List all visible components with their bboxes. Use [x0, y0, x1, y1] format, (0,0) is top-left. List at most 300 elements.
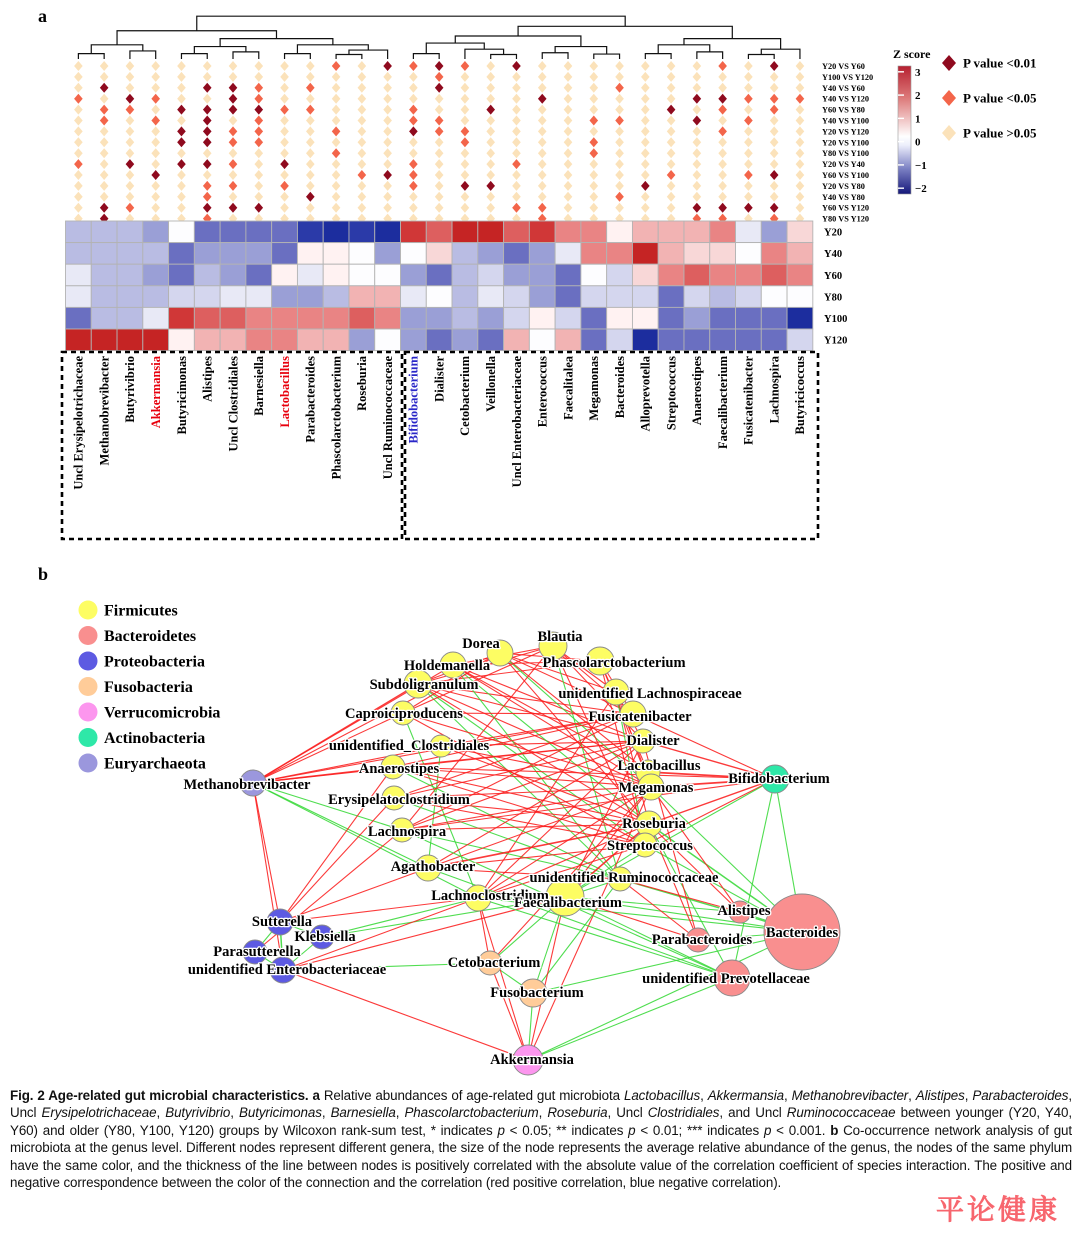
pvalue-diamond	[796, 105, 805, 115]
pvalue-diamond	[151, 105, 160, 115]
heatmap-cell	[658, 329, 684, 351]
watermark: 平论健康	[936, 1194, 1061, 1225]
heatmap-cell	[426, 329, 452, 351]
pvalue-diamond	[564, 203, 573, 213]
pvalue-diamond-grid	[74, 61, 804, 224]
pvalue-diamond	[744, 105, 753, 115]
heatmap-cell	[143, 307, 169, 329]
comparison-label: Y20 VS Y120	[822, 127, 870, 137]
heatmap-cell	[426, 307, 452, 329]
heatmap-row-label: Y80	[824, 292, 843, 304]
pvalue-diamond	[718, 181, 727, 191]
pvalue-diamond	[306, 116, 315, 126]
pvalue-diamond	[332, 61, 341, 71]
pvalue-diamond	[409, 203, 418, 213]
pvalue-diamond	[280, 181, 289, 191]
pvalue-diamond	[667, 83, 676, 93]
pvalue-diamond	[229, 72, 238, 82]
caption-run: Phascolarctobacterium	[404, 1105, 539, 1121]
pvalue-diamond	[589, 126, 598, 136]
pvalue-diamond	[744, 159, 753, 169]
heatmap-cell	[658, 286, 684, 308]
pvalue-diamond	[383, 137, 392, 147]
network-node-label: Methanobrevibacter	[183, 777, 311, 793]
pvalue-diamond	[254, 116, 263, 126]
pvalue-diamond	[332, 148, 341, 158]
pvalue-diamond	[641, 159, 650, 169]
caption-run: < 0.05; ** indicates	[504, 1122, 629, 1138]
heatmap-cell	[91, 307, 117, 329]
heatmap-row-label: Y40	[824, 249, 843, 261]
pvalue-diamond	[589, 159, 598, 169]
pvalue-diamond	[718, 61, 727, 71]
heatmap-cell	[684, 307, 710, 329]
caption-run: Clostridiales	[647, 1105, 720, 1121]
pvalue-diamond	[461, 203, 470, 213]
pvalue-diamond	[254, 170, 263, 180]
zscore-heatmap	[66, 221, 813, 351]
pvalue-diamond	[667, 192, 676, 202]
network-edge	[620, 879, 698, 940]
pvalue-diamond	[151, 83, 160, 93]
pvalue-diamond	[667, 170, 676, 180]
pvalue-diamond	[306, 170, 315, 180]
pvalue-diamond	[151, 94, 160, 104]
network-node-label: unidentified Enterobacteriaceae	[187, 962, 387, 978]
comparison-row-labels	[822, 62, 873, 224]
heatmap-cell	[787, 286, 813, 308]
heatmap-cell	[555, 329, 581, 351]
pvalue-diamond	[74, 126, 83, 136]
heatmap-cell	[117, 221, 143, 243]
pvalue-diamond	[409, 116, 418, 126]
heatmap-cell	[555, 307, 581, 329]
heatmap-cell	[761, 307, 787, 329]
heatmap-cell	[761, 243, 787, 265]
heatmap-cell	[658, 307, 684, 329]
heatmap-cell	[607, 264, 633, 286]
heatmap-cell	[194, 221, 220, 243]
heatmap-cell	[194, 286, 220, 308]
pvalue-diamond	[512, 192, 521, 202]
pvalue-diamond	[74, 94, 83, 104]
heatmap-cell	[581, 221, 607, 243]
network-node-label: Anaerostipes	[358, 761, 440, 777]
pvalue-diamond	[461, 94, 470, 104]
pvalue-diamond	[512, 61, 521, 71]
pvalue-diamond	[486, 105, 495, 115]
heatmap-cell	[555, 286, 581, 308]
heatmap-cell	[478, 264, 504, 286]
network-node-label: Phascolarctobacterium	[542, 655, 686, 671]
pvalue-diamond	[667, 94, 676, 104]
heatmap-cell	[710, 221, 736, 243]
pvalue-diamond	[512, 83, 521, 93]
heatmap-cell	[761, 329, 787, 351]
caption-run: p	[497, 1122, 505, 1138]
pvalue-legend-label: P value >0.05	[963, 125, 1037, 141]
pvalue-diamond	[718, 94, 727, 104]
pvalue-diamond	[615, 137, 624, 147]
pvalue-diamond	[332, 116, 341, 126]
dendrogram-branch	[117, 31, 276, 45]
caption-run: , Uncl	[10, 1088, 1072, 1121]
pvalue-diamond	[254, 83, 263, 93]
pvalue-diamond	[409, 72, 418, 82]
network-node-label: unidentified Lachnospiraceae	[558, 686, 742, 702]
heatmap-cell	[684, 264, 710, 286]
heatmap-cell	[349, 243, 375, 265]
pvalue-diamond	[667, 203, 676, 213]
heatmap-cell	[658, 243, 684, 265]
pvalue-diamond	[667, 159, 676, 169]
heatmap-cell	[710, 243, 736, 265]
pvalue-diamond	[667, 116, 676, 126]
pvalue-diamond	[770, 72, 779, 82]
pvalue-diamond	[744, 203, 753, 213]
heatmap-cell	[117, 329, 143, 351]
pvalue-diamond	[796, 126, 805, 136]
pvalue-diamond	[358, 170, 367, 180]
heatmap-cell	[426, 221, 452, 243]
pvalue-diamond	[641, 72, 650, 82]
heatmap-cell	[607, 243, 633, 265]
pvalue-diamond	[744, 126, 753, 136]
heatmap-cell	[375, 243, 401, 265]
pvalue-diamond	[126, 148, 135, 158]
heatmap-cell	[323, 221, 349, 243]
pvalue-diamond	[229, 137, 238, 147]
pvalue-diamond	[615, 105, 624, 115]
pvalue-diamond	[435, 181, 444, 191]
pvalue-diamond	[435, 61, 444, 71]
pvalue-diamond	[461, 116, 470, 126]
pvalue-diamond	[693, 192, 702, 202]
pvalue-diamond	[254, 192, 263, 202]
pvalue-diamond	[538, 94, 547, 104]
heatmap-cell	[220, 329, 246, 351]
network-edge	[393, 767, 775, 779]
pvalue-diamond	[693, 116, 702, 126]
zscore-tick-label: −2	[915, 183, 927, 196]
pvalue-diamond	[383, 72, 392, 82]
pvalue-diamond	[383, 148, 392, 158]
pvalue-diamond	[538, 181, 547, 191]
heatmap-cell	[658, 264, 684, 286]
pvalue-diamond	[796, 148, 805, 158]
heatmap-cell	[632, 221, 658, 243]
heatmap-cell	[246, 243, 272, 265]
pvalue-diamond	[177, 203, 186, 213]
phylum-legend-swatch	[79, 754, 98, 773]
heatmap-row-label: Y120	[824, 335, 848, 347]
heatmap-cell	[349, 221, 375, 243]
network-node-label: unidentified Ruminococcaceae	[529, 870, 719, 886]
heatmap-cell	[401, 243, 427, 265]
caption-run: Roseburia	[547, 1105, 608, 1121]
heatmap-cell	[349, 329, 375, 351]
heatmap-cell	[323, 329, 349, 351]
network-node-label: Parabacteroides	[651, 932, 753, 948]
pvalue-diamond	[718, 116, 727, 126]
pvalue-diamond	[667, 137, 676, 147]
pvalue-diamond	[74, 203, 83, 213]
heatmap-cell	[504, 221, 530, 243]
heatmap-cell	[478, 329, 504, 351]
pvalue-diamond	[332, 203, 341, 213]
pvalue-diamond	[615, 170, 624, 180]
pvalue-diamond	[358, 192, 367, 202]
heatmap-column-label: Butyricicoccus	[793, 356, 808, 435]
heatmap-cell	[297, 264, 323, 286]
caption-run: Age-related gut microbial characteristics.	[48, 1088, 313, 1103]
heatmap-cell	[349, 286, 375, 308]
pvalue-diamond	[409, 105, 418, 115]
zscore-tick-label: 2	[915, 90, 921, 103]
pvalue-diamond	[229, 148, 238, 158]
pvalue-diamond	[306, 203, 315, 213]
heatmap-cell	[349, 307, 375, 329]
comparison-label: Y40 VS Y120	[822, 94, 870, 104]
pvalue-diamond	[383, 192, 392, 202]
pvalue-diamond	[100, 72, 109, 82]
caption-run: ,	[784, 1088, 792, 1103]
network-edge	[253, 783, 280, 922]
heatmap-cell	[581, 329, 607, 351]
pvalue-diamond	[770, 203, 779, 213]
heatmap-cell	[555, 243, 581, 265]
pvalue-diamond	[744, 83, 753, 93]
pvalue-diamond	[486, 83, 495, 93]
heatmap-cell	[117, 264, 143, 286]
pvalue-diamond	[383, 126, 392, 136]
heatmap-column-label: Barnesiella	[252, 356, 267, 416]
heatmap-column-label: Akkermansia	[148, 356, 163, 429]
network-node-label: Parasutterella	[213, 944, 301, 960]
pvalue-diamond	[100, 203, 109, 213]
pvalue-diamond	[770, 116, 779, 126]
pvalue-diamond	[126, 192, 135, 202]
pvalue-diamond	[486, 148, 495, 158]
dendrogram-branch	[645, 54, 671, 59]
pvalue-diamond	[564, 137, 573, 147]
heatmap-column-label: Veillonella	[484, 356, 499, 412]
dendrogram-branch	[684, 39, 781, 50]
pvalue-diamond	[770, 159, 779, 169]
pvalue-diamond	[358, 116, 367, 126]
heatmap-cell	[91, 243, 117, 265]
heatmap-row-label: Y60	[824, 270, 843, 282]
pvalue-diamond	[383, 105, 392, 115]
heatmap-cell	[761, 221, 787, 243]
pvalue-diamond	[100, 159, 109, 169]
pvalue-diamond	[486, 181, 495, 191]
caption-run: , Uncl	[607, 1105, 648, 1121]
network-edge	[478, 898, 528, 1060]
pvalue-legend-diamond	[942, 55, 956, 71]
pvalue-diamond	[151, 148, 160, 158]
pvalue-diamond	[589, 83, 598, 93]
pvalue-diamond	[641, 203, 650, 213]
network-node-label: Roseburia	[622, 816, 686, 832]
pvalue-diamond	[718, 192, 727, 202]
pvalue-diamond	[358, 181, 367, 191]
pvalue-diamond	[383, 170, 392, 180]
pvalue-diamond	[744, 170, 753, 180]
heatmap-cell	[504, 243, 530, 265]
pvalue-diamond	[306, 83, 315, 93]
network-node-label: unidentified_Clostridiales	[328, 738, 490, 754]
pvalue-diamond	[435, 126, 444, 136]
pvalue-diamond	[151, 192, 160, 202]
pvalue-diamond	[229, 126, 238, 136]
network-node-label: Megamonas	[618, 780, 694, 796]
pvalue-diamond	[667, 61, 676, 71]
caption-run: p	[763, 1122, 772, 1138]
pvalue-diamond	[589, 181, 598, 191]
pvalue-diamond	[254, 72, 263, 82]
pvalue-diamond	[615, 61, 624, 71]
pvalue-diamond	[177, 83, 186, 93]
pvalue-diamond	[667, 72, 676, 82]
pvalue-legend	[942, 55, 1037, 141]
phylum-legend-label: Bacteroidetes	[104, 628, 197, 645]
heatmap-cell	[91, 286, 117, 308]
heatmap-cell	[555, 221, 581, 243]
heatmap-cell	[684, 329, 710, 351]
network-node-label: Lachnospira	[367, 824, 447, 840]
pvalue-diamond	[100, 170, 109, 180]
pvalue-diamond	[615, 94, 624, 104]
heatmap-cell	[297, 221, 323, 243]
pvalue-diamond	[177, 137, 186, 147]
pvalue-diamond	[796, 61, 805, 71]
pvalue-diamond	[332, 159, 341, 169]
heatmap-column-label: Anaerostipes	[690, 356, 705, 426]
pvalue-diamond	[538, 83, 547, 93]
pvalue-diamond	[177, 126, 186, 136]
heatmap-cell	[143, 286, 169, 308]
pvalue-diamond	[693, 203, 702, 213]
pvalue-diamond	[280, 159, 289, 169]
heatmap-cell	[143, 329, 169, 351]
pvalue-diamond	[564, 116, 573, 126]
heatmap-cell	[736, 221, 762, 243]
pvalue-diamond	[641, 181, 650, 191]
heatmap-column-label: Enterococcus	[535, 356, 550, 428]
pvalue-diamond	[641, 105, 650, 115]
pvalue-diamond	[641, 170, 650, 180]
heatmap-cell	[581, 307, 607, 329]
pvalue-diamond	[254, 61, 263, 71]
pvalue-diamond	[203, 94, 212, 104]
pvalue-diamond	[744, 94, 753, 104]
heatmap-cell	[246, 221, 272, 243]
pvalue-diamond	[693, 72, 702, 82]
pvalue-diamond	[203, 105, 212, 115]
heatmap-cell	[375, 264, 401, 286]
phylum-legend-label: Fusobacteria	[104, 679, 193, 696]
heatmap-cell	[220, 307, 246, 329]
pvalue-diamond	[770, 126, 779, 136]
pvalue-diamond	[589, 105, 598, 115]
pvalue-diamond	[306, 72, 315, 82]
heatmap-cell	[581, 286, 607, 308]
pvalue-diamond	[280, 72, 289, 82]
pvalue-diamond	[203, 159, 212, 169]
heatmap-cell	[375, 286, 401, 308]
pvalue-diamond	[435, 148, 444, 158]
pvalue-diamond	[203, 72, 212, 82]
pvalue-diamond	[589, 148, 598, 158]
heatmap-cell	[787, 307, 813, 329]
heatmap-column-label: Phascolarctobacterium	[329, 356, 344, 480]
caption-run: ,	[395, 1105, 405, 1121]
pvalue-diamond	[332, 105, 341, 115]
dendrogram-branch	[455, 36, 581, 47]
pvalue-diamond	[383, 181, 392, 191]
pvalue-diamond	[203, 137, 212, 147]
pvalue-diamond	[254, 181, 263, 191]
pvalue-diamond	[229, 61, 238, 71]
heatmap-cell	[684, 221, 710, 243]
pvalue-diamond	[409, 159, 418, 169]
heatmap-cell	[349, 264, 375, 286]
heatmap-cell	[375, 307, 401, 329]
pvalue-diamond	[486, 137, 495, 147]
heatmap-cell	[736, 286, 762, 308]
pvalue-diamond	[461, 126, 470, 136]
pvalue-diamond	[615, 148, 624, 158]
dendrogram-branch	[542, 53, 568, 59]
pvalue-diamond	[486, 159, 495, 169]
pvalue-diamond	[229, 181, 238, 191]
pvalue-diamond	[796, 83, 805, 93]
heatmap-cell	[246, 286, 272, 308]
heatmap-cell	[736, 264, 762, 286]
dendrogram-branch	[233, 52, 259, 59]
heatmap-column-label: Dialister	[432, 356, 447, 402]
caption-run: , and Uncl	[719, 1105, 787, 1121]
pvalue-diamond	[203, 83, 212, 93]
caption-run: Methanobrevibacter	[791, 1088, 909, 1103]
pvalue-diamond	[744, 116, 753, 126]
pvalue-diamond	[254, 203, 263, 213]
pvalue-diamond	[718, 126, 727, 136]
pvalue-diamond	[306, 61, 315, 71]
pvalue-diamond	[693, 94, 702, 104]
dendrogram-branch	[91, 45, 143, 54]
pvalue-diamond	[151, 181, 160, 191]
pvalue-diamond	[306, 148, 315, 158]
dendrogram-branch	[194, 47, 246, 54]
pvalue-diamond	[409, 181, 418, 191]
heatmap-cell	[555, 264, 581, 286]
pvalue-diamond	[100, 83, 109, 93]
pvalue-diamond	[796, 203, 805, 213]
caption-run: ,	[538, 1105, 548, 1121]
pvalue-diamond	[486, 61, 495, 71]
heatmap-column-label: Butyricimonas	[174, 356, 189, 435]
heatmap-cell	[529, 286, 555, 308]
heatmap-row-labels	[824, 228, 847, 347]
pvalue-diamond	[538, 137, 547, 147]
heatmap-cell	[632, 286, 658, 308]
pvalue-diamond	[744, 72, 753, 82]
pvalue-diamond	[667, 148, 676, 158]
heatmap-cell	[246, 329, 272, 351]
pvalue-diamond	[151, 116, 160, 126]
